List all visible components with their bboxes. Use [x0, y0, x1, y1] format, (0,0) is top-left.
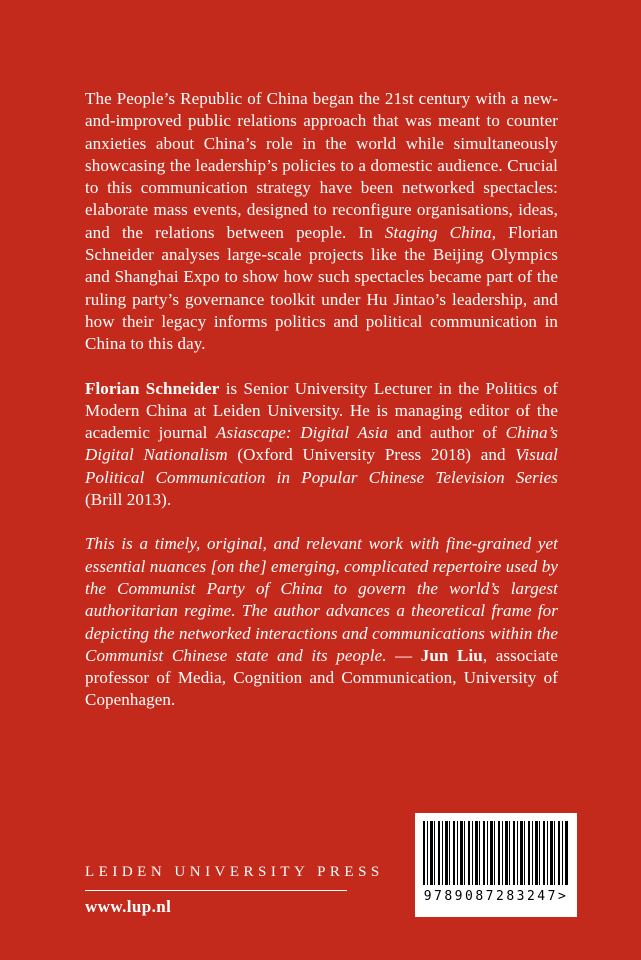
bio-text: and author of — [388, 423, 506, 443]
endorsement-dash: — — [386, 645, 421, 665]
bio-text: (Brill 2013). — [85, 490, 172, 510]
author-bio-paragraph — [85, 378, 558, 512]
publisher-name: LEIDEN UNIVERSITY PRESS — [85, 864, 384, 880]
divider-line — [85, 890, 347, 891]
endorsement-paragraph — [85, 533, 558, 711]
isbn-number: 9789087283247> — [423, 889, 569, 904]
bio-text: (Oxford University Press 2018) and — [227, 445, 516, 465]
synopsis-paragraph — [85, 88, 558, 356]
book-title-mention: Staging China — [384, 222, 492, 242]
book-title-mention: China’s Digital Nationalism — [85, 423, 559, 465]
bio-text: is Senior University Lecturer in the Politics of Modern China at Leiden University. He is managing editor of the academic journal — [85, 378, 558, 443]
back-cover-text-block — [85, 88, 558, 734]
book-title-mention: Visual Political Communication in Popular Chinese Television Series — [85, 445, 558, 487]
synopsis-text: , Florian Schneider analyses large-scale projects like the Beijing Olympics and Shanghai Expo to show how such spectacles became part of the ruling party’s governance toolkit under Hu Jintao’s leadership, and how their legacy informs politics and political communication in China to this day. — [85, 222, 558, 354]
barcode-bars — [423, 821, 569, 885]
journal-title: Asiascape: Digital Asia — [216, 423, 389, 443]
author-name: Florian Schneider — [85, 378, 220, 398]
website-url: www.lup.nl — [85, 897, 172, 916]
publisher-footer — [85, 864, 384, 917]
barcode — [415, 813, 577, 917]
endorsement-quote: This is a timely, original, and relevant work with fine-grained yet essential nuances [on the] emerging, complicated repertoire used by the Communist Party of China to govern the world’s largest authoritarian regime. The author advances a theoretical frame for depicting the networked interactions and communications within the Communist Chinese state and its people. — [85, 534, 558, 665]
synopsis-text: The People’s Republic of China began the 21st century with a new-and-improved public relations approach that was meant to counter anxieties about China’s role in the world while simultaneously showcasing the leadership’s policies to a domestic audience. Crucial to this communication strategy have been networked spectacles: elaborate mass events, designed to reconfigure organisations, ideas, and the relations between people. In — [85, 89, 558, 242]
endorser-name: Jun Liu — [420, 645, 483, 665]
endorser-affiliation: , associate professor of Media, Cognition and Communication, University of Copenhagen. — [85, 645, 558, 710]
